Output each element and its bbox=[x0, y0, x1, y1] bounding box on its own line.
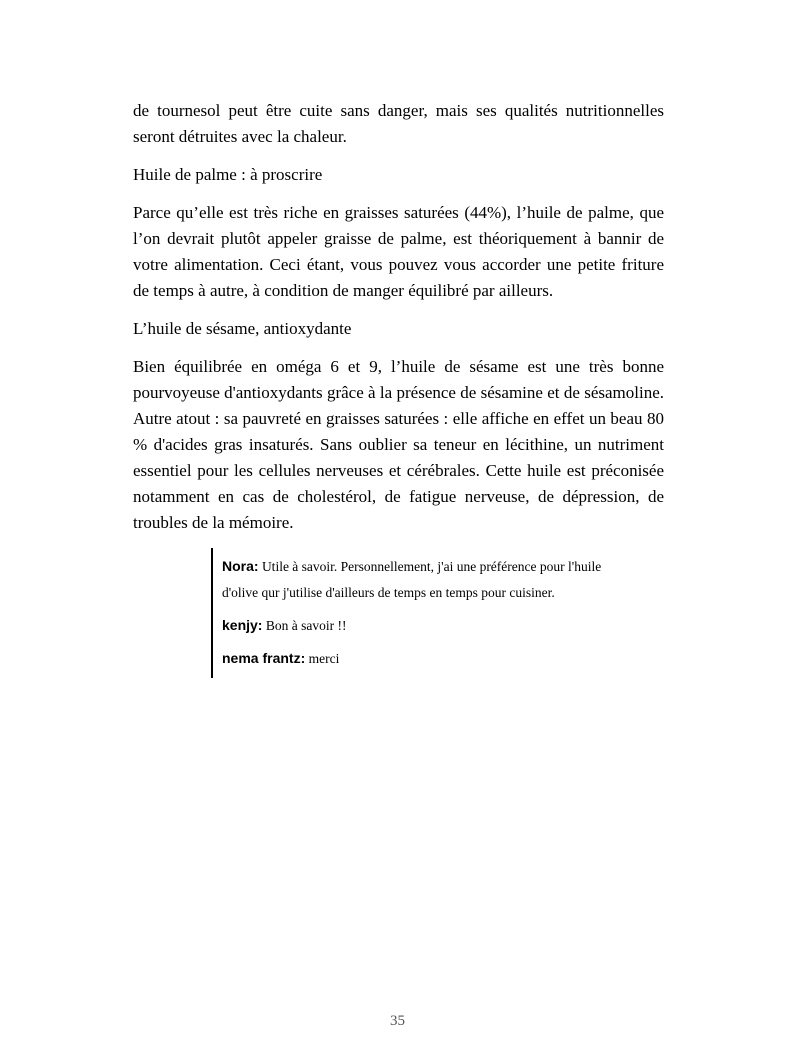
heading-huile-de-palme: Huile de palme : à proscrire bbox=[133, 165, 323, 184]
page-content bbox=[133, 98, 664, 678]
comment-nora bbox=[222, 553, 634, 606]
comment-author-nema-frantz: nema frantz: bbox=[222, 650, 306, 666]
paragraph-huile-de-palme: Parce qu’elle est très riche en graisses saturées (44%), l’huile de palme, que l’on devrait plutôt appeler graisse de palme, est théoriquement à bannir de votre alimentation. Ceci étant, vous pouvez vous accorder une petite friture de temps à autre, à condition de manger équilibré par ailleurs. bbox=[133, 203, 664, 300]
comment-text-nora: Utile à savoir. Personnellement, j'ai une préférence pour l'huile d'olive qur j'utilise d'ailleurs de temps en temps pour cuisiner. bbox=[222, 559, 602, 600]
comments-block bbox=[211, 548, 634, 678]
heading-huile-de-sesame: L’huile de sésame, antioxydante bbox=[133, 319, 352, 338]
comment-text-kenjy: Bon à savoir !! bbox=[265, 618, 347, 633]
comment-text-nema-frantz: merci bbox=[308, 651, 340, 666]
comment-kenjy bbox=[222, 612, 634, 639]
comment-author-kenjy: kenjy: bbox=[222, 617, 263, 633]
paragraph-tournesol: de tournesol peut être cuite sans danger, mais ses qualités nutritionnelles seront détruites avec la chaleur. bbox=[133, 101, 664, 146]
comment-author-nora: Nora: bbox=[222, 558, 259, 574]
page-number: 35 bbox=[390, 1013, 405, 1029]
comment-nema-frantz bbox=[222, 645, 634, 672]
paragraph-huile-de-sesame: Bien équilibrée en oméga 6 et 9, l’huile de sésame est une très bonne pourvoyeuse d'antioxydants grâce à la présence de sésamine et de sésamoline. Autre atout : sa pauvreté en graisses saturées : elle affiche en effet un beau 80 % d'acides gras insaturés. Sans oublier sa teneur en lécithine, un nutriment essentiel pour les cellules nerveuses et cérébrales. Cette huile est préconisée notamment en cas de cholestérol, de fatigue nerveuse, de dépression, de troubles de la mémoire. bbox=[133, 357, 664, 532]
